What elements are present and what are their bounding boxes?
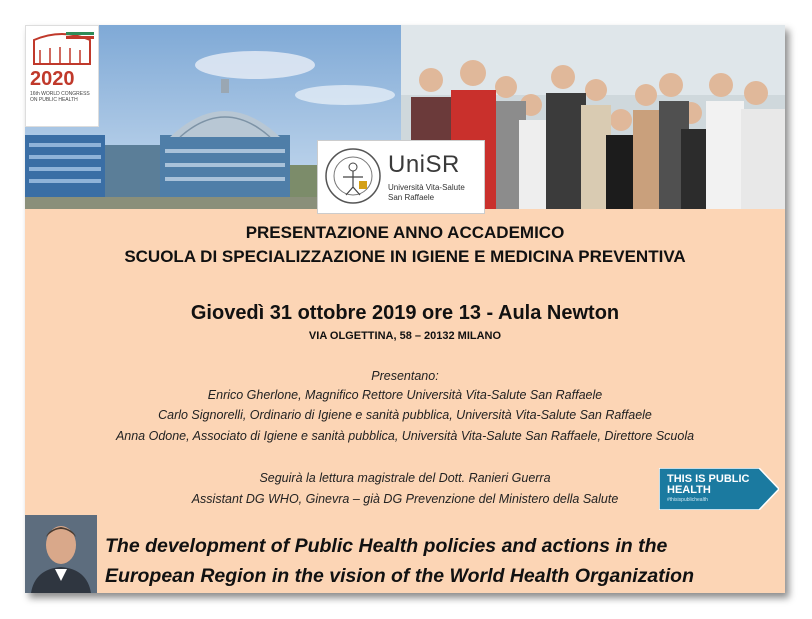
event-address: VIA OLGETTINA, 58 – 20132 MILANO: [308, 330, 502, 342]
badge-line-1: THIS IS PUBLIC: [667, 473, 750, 485]
presenters-intro: Presentano:: [371, 369, 439, 383]
event-poster: [25, 25, 785, 593]
unisr-name: UniSR: [388, 151, 460, 178]
unisr-logo: [317, 140, 485, 214]
badge-line-2: HEALTH: [667, 484, 711, 496]
presenter-1: Enrico Gherlone, Magnifico Rettore Università Vita-Salute San Raffaele: [207, 388, 603, 402]
lecture-title-line-2: European Region in the vision of the World Health Organization: [105, 565, 694, 587]
heading-line-2: SCUOLA DI SPECIALIZZAZIONE IN IGIENE E MEDICINA PREVENTIVA: [124, 247, 686, 266]
unisr-full-name: Università Vita-Salute San Raffaele: [388, 183, 465, 202]
heading-line-1: PRESENTAZIONE ANNO ACCADEMICO: [245, 223, 565, 242]
badge-text: [667, 474, 750, 496]
this-is-public-health-badge: [659, 468, 779, 510]
speaker-portrait-photo: [25, 515, 97, 593]
header-photos: [25, 25, 785, 209]
congress-subtitle: 16th WORLD CONGRESS ON PUBLIC HEALTH: [30, 91, 90, 103]
event-datetime: Giovedì 31 ottobre 2019 ore 13 - Aula Newton: [190, 302, 620, 324]
badge-hashtag: #thisispublichealth: [667, 497, 708, 503]
congress-year: 2020: [30, 68, 75, 90]
world-congress-logo: [25, 25, 99, 127]
presenter-3: Anna Odone, Associato di Igiene e sanità pubblica, Università Vita-Salute San Raffaele, Direttore Scuola: [115, 429, 695, 443]
presenter-2: Carlo Signorelli, Ordinario di Igiene e sanità pubblica, Università Vita-Salute San Raffaele: [158, 408, 652, 422]
lecture-intro-2: Assistant DG WHO, Ginevra – già DG Prevenzione del Ministero della Salute: [191, 492, 619, 506]
university-seal-icon: [324, 147, 382, 205]
lecture-title-line-1: The development of Public Health policies and actions in the: [105, 535, 668, 557]
lecture-intro-1: Seguirà la lettura magistrale del Dott. Ranieri Guerra: [259, 471, 551, 485]
colosseum-icon: [26, 26, 98, 68]
